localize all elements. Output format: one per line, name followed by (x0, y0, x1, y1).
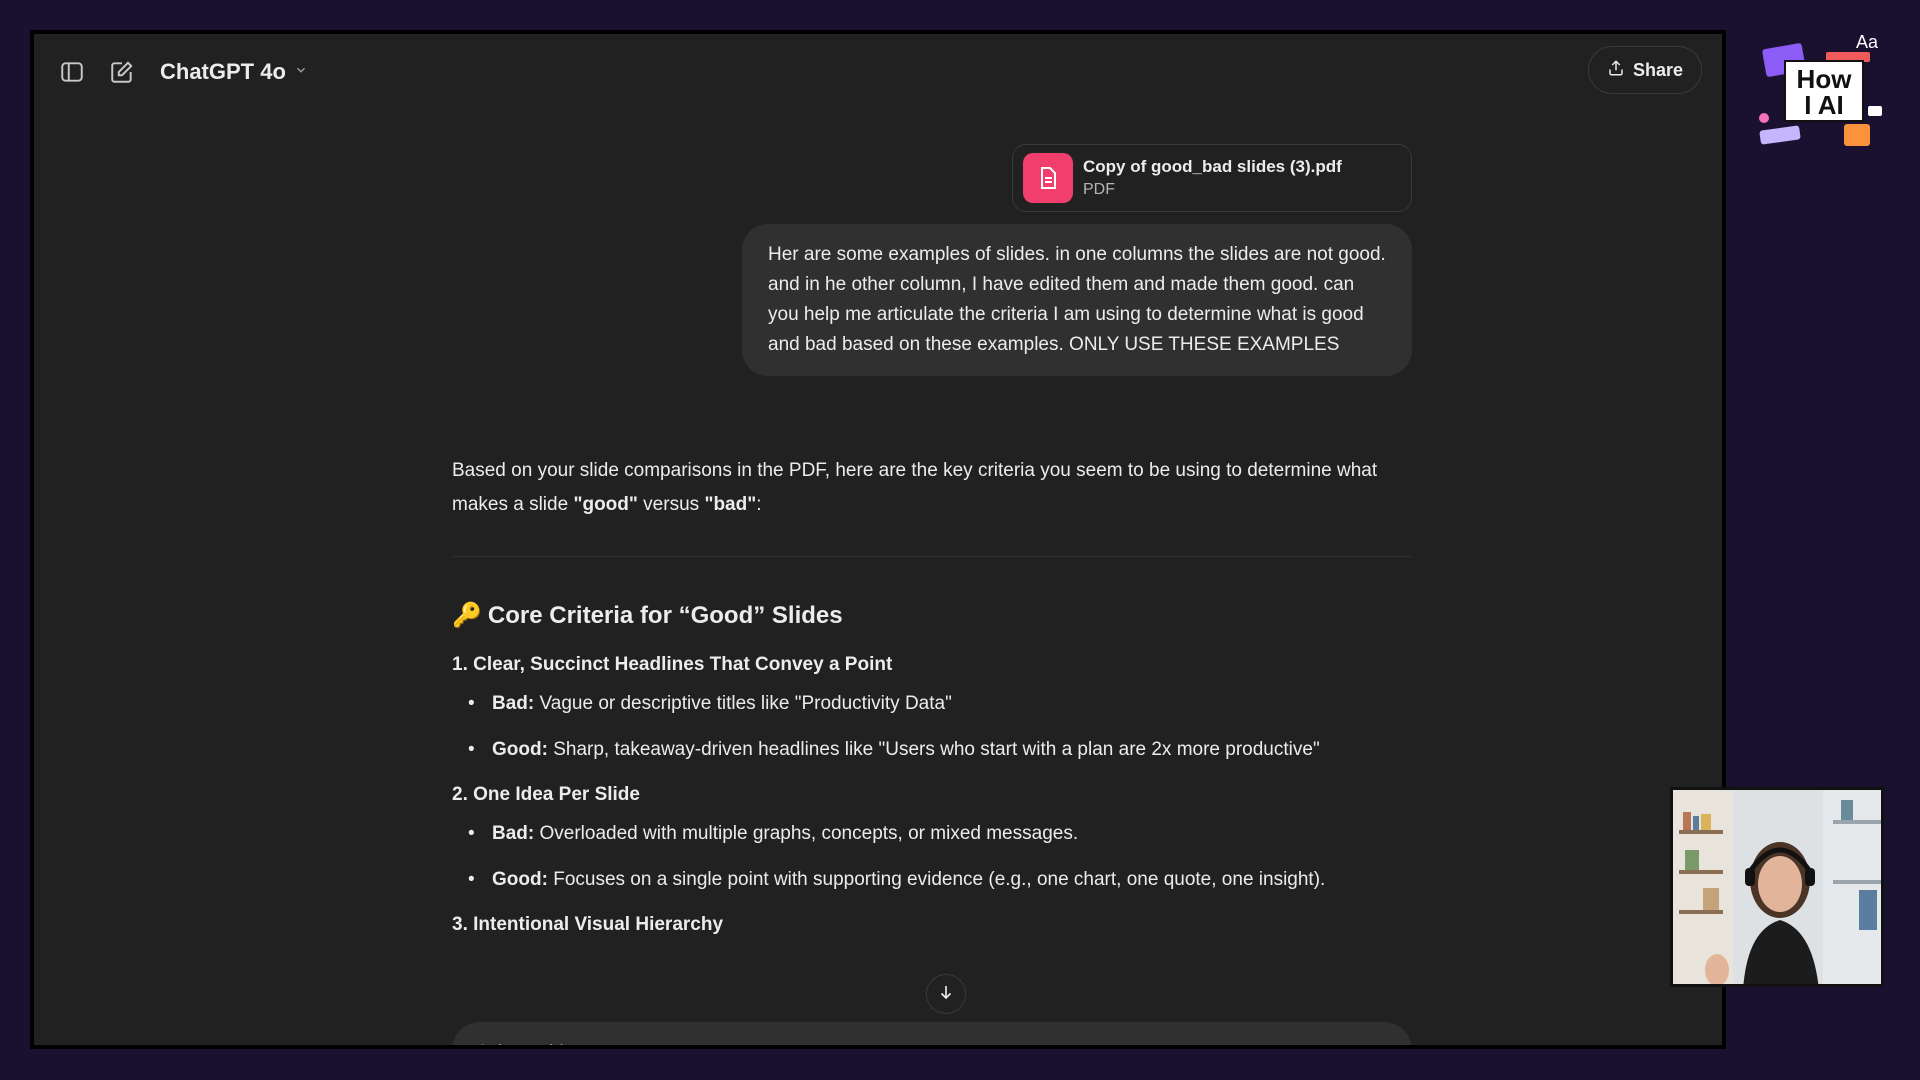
share-icon (1607, 59, 1625, 82)
sidebar-toggle-icon[interactable] (52, 52, 92, 92)
bad-label: Bad: (492, 693, 535, 714)
presenter-video-image (1673, 790, 1884, 987)
attachment-file-type: PDF (1083, 181, 1115, 198)
bad-label: Bad: (492, 823, 535, 844)
list-item (468, 738, 1412, 762)
good-label: Good: (492, 869, 548, 890)
response-intro (452, 454, 1412, 522)
section-heading (452, 601, 1412, 630)
criterion-title: 1. Clear, Succinct Headlines That Convey a Point (452, 654, 893, 675)
logo-aa: Aa (1855, 32, 1878, 52)
show-logo (1756, 32, 1886, 152)
list-item (468, 692, 1412, 716)
chatgpt-app (34, 34, 1722, 1045)
logo-line-2: I AI (1804, 90, 1844, 120)
screen-recording-frame (30, 30, 1726, 1049)
new-chat-icon[interactable] (102, 52, 142, 92)
list-item (468, 822, 1412, 846)
list-item (468, 868, 1412, 892)
intro-text: Based on your slide comparisons in the PDF, here are the key criteria you seem to be using to determine what makes a slide (452, 460, 1378, 515)
attachment-file-name: Copy of good_bad slides (3).pdf (1083, 157, 1342, 176)
criterion-list (468, 822, 1412, 892)
document-icon (1023, 153, 1073, 203)
share-button[interactable] (1588, 46, 1702, 94)
section-title: Core Criteria for “Good” Slides (487, 601, 843, 629)
message-composer[interactable] (452, 1022, 1412, 1045)
bad-text: Vague or descriptive titles like "Productivity Data" (534, 693, 952, 714)
scroll-down-button[interactable] (926, 974, 966, 1014)
model-name: ChatGPT 4o (160, 59, 286, 84)
good-text: Sharp, takeaway-driven headlines like "Users who start with a plan are 2x more productive" (547, 739, 1320, 760)
arrow-down-icon (937, 983, 955, 1006)
logo-text (1784, 60, 1864, 122)
top-bar (34, 34, 1722, 110)
pdf-attachment[interactable] (1012, 144, 1412, 212)
criterion-title: 3. Intentional Visual Hierarchy (452, 914, 724, 935)
prompt-input[interactable] (476, 1042, 1388, 1045)
criterion-title: 2. One Idea Per Slide (452, 784, 640, 805)
intro-bad: "bad" (704, 494, 757, 515)
bad-text: Overloaded with multiple graphs, concepts, or mixed messages. (534, 823, 1079, 844)
model-selector[interactable] (160, 59, 308, 85)
key-icon: 🔑 (452, 602, 482, 629)
assistant-response (452, 454, 1412, 952)
chevron-down-icon (294, 63, 308, 82)
user-message: Her are some examples of slides. in one columns the slides are not good. and in he other column, I have edited them and made them good. can you help me articulate the criteria I am using to determine what is good and bad based on these examples. ONLY USE THESE EXAMPLES (742, 224, 1412, 376)
intro-good: "good" (573, 494, 638, 515)
intro-colon: : (756, 494, 762, 515)
good-text: Focuses on a single point with supporting evidence (e.g., one chart, one quote, one insight). (547, 869, 1326, 890)
good-label: Good: (492, 739, 548, 760)
section-divider (452, 556, 1412, 557)
criterion-list (468, 692, 1412, 762)
logo-line-1: How (1796, 64, 1852, 94)
webcam-feed (1670, 787, 1884, 987)
intro-versus: versus (637, 494, 705, 515)
share-label: Share (1632, 59, 1683, 80)
